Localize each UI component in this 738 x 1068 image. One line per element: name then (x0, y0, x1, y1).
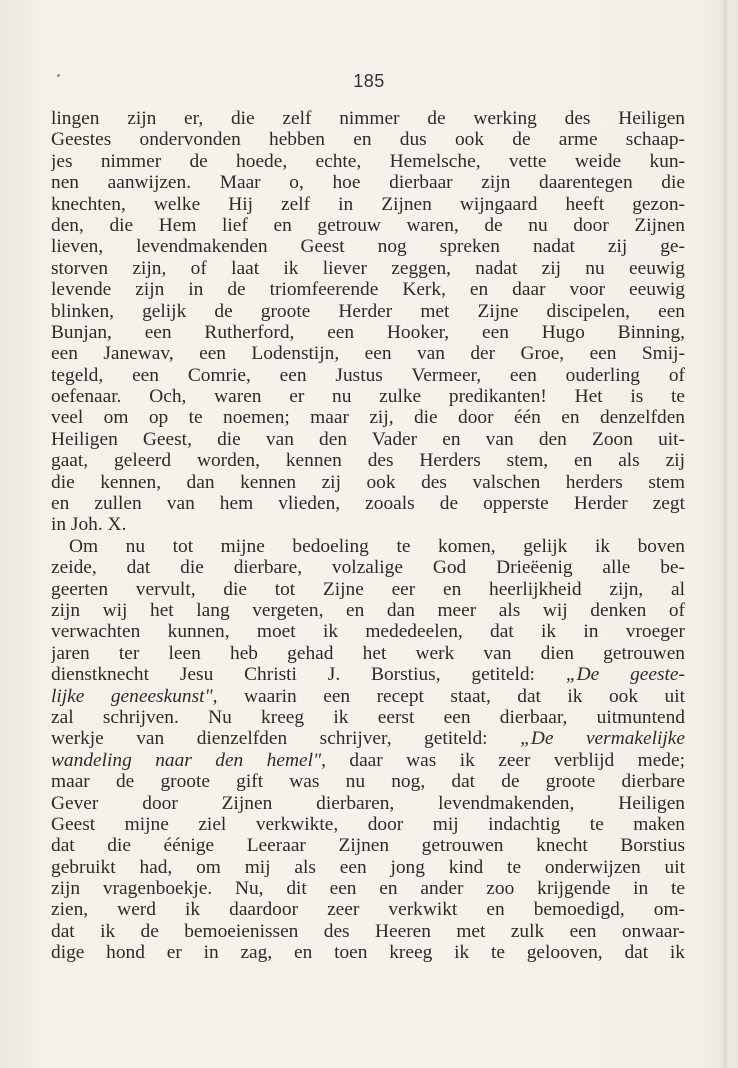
italic-title-text: lijke geneeskunst" (51, 685, 213, 707)
text-line (51, 579, 685, 600)
text-line (51, 172, 685, 193)
text-line (51, 600, 685, 621)
line-text: geerten vervult, die tot Zijne eer en heerlijkheid zijn, al (51, 578, 685, 600)
line-text: levende zijn in de triomfeerende Kerk, en daar voor eeuwig (51, 279, 685, 301)
line-text: nen aanwijzen. Maar o, hoe dierbaar zijn daarentegen die (51, 172, 685, 194)
line-text: dige hond er in zag, en toen kreeg ik te gelooven, dat ik (51, 942, 685, 964)
line-text: maar de groote gift was nu nog, dat de groote dierbare (51, 771, 685, 793)
text-line (51, 771, 685, 792)
line-text: zijn vragenboekje. Nu, dit een en ander zoo krijgende in te (51, 878, 685, 900)
line-text: Bunjan, een Rutherford, een Hooker, een Hugo Binning, (51, 321, 685, 343)
line-text: Geest mijne ziel verkwikte, door mij indachtig te maken (51, 813, 685, 835)
line-text: die kennen, dan kennen zij ook des valschen herders stem (51, 471, 685, 493)
text-line (51, 621, 685, 642)
page-edge-shadow (722, 0, 728, 1068)
text-line (51, 194, 685, 215)
line-text: blinken, gelijk de groote Herder met Zijne discipelen, een (51, 300, 685, 322)
line-text: dat die éénige Leeraar Zijnen getrouwen knecht Borstius (51, 835, 685, 857)
text-line (51, 857, 685, 878)
line-text: den, die Hem lief en getrouw waren, de nu door Zijnen (51, 214, 685, 236)
page-number: 185 (353, 71, 385, 91)
line-text: Heiligen Geest, die van den Vader en van den Zoon uit- (51, 428, 685, 450)
text-line (51, 279, 685, 300)
text-line (51, 129, 685, 150)
italic-title-text: „De geeste- (565, 664, 685, 686)
text-line (51, 750, 685, 771)
line-text: dat ik de bemoeienissen des Heeren met zulk een onwaar- (51, 920, 685, 942)
line-text: oefenaar. Och, waren er nu zulke predikanten! Het is te (51, 386, 685, 408)
text-line (51, 258, 685, 279)
text-line (51, 686, 685, 707)
text-line (51, 301, 685, 322)
line-text: storven zijn, of laat ik liever zeggen, nadat zij nu eeuwig (51, 257, 685, 279)
text-line (51, 386, 685, 407)
line-text: Gever door Zijnen dierbaren, levendmakenden, Heiligen (51, 792, 685, 814)
text-line (51, 643, 685, 664)
line-text: een Janewav, een Lodenstijn, een van der Groe, een Smij- (51, 343, 685, 365)
text-line (51, 472, 685, 493)
line-text: gaat, geleerd worden, kennen des Herders stem, en als zij (51, 450, 685, 472)
text-line (51, 878, 685, 899)
line-text: zeide, dat die dierbare, volzalige God Drieëenig alle be- (51, 557, 685, 579)
line-text: Om nu tot mijne bedoeling te komen, gelijk ik boven (69, 535, 685, 557)
text-line (51, 664, 685, 685)
line-text: jaren ter leen heb gehad het werk van dien getrouwen (51, 642, 685, 664)
line-text: knechten, welke Hij zelf in Zijnen wijngaard heeft gezon- (51, 193, 685, 215)
line-text: in Joh. X. (51, 514, 127, 536)
body-text (51, 108, 685, 964)
text-line (51, 728, 685, 749)
text-line (51, 514, 685, 535)
italic-title-text: „De vermakelijke (520, 728, 685, 750)
text-line (51, 365, 685, 386)
text-line (51, 921, 685, 942)
line-text: tegeld, een Comrie, een Justus Vermeer, een ouderling of (51, 364, 685, 386)
line-text: werkje van dienzelfden schrijver, getiteld: (51, 728, 521, 750)
text-line (51, 429, 685, 450)
italic-title-text: wandeling naar den hemel" (51, 749, 322, 771)
line-text: Geestes ondervonden hebben en dus ook de arme schaap- (51, 129, 685, 151)
text-line (51, 343, 685, 364)
text-line (51, 942, 685, 963)
line-text: zien, werd ik daardoor zeer verkwikt en bemoedigd, om- (51, 899, 685, 921)
text-line (51, 707, 685, 728)
text-line (51, 814, 685, 835)
text-line (51, 899, 685, 920)
line-text: veel om op te noemen; maar zij, die door één en denzelfden (51, 407, 685, 429)
line-text: zijn wij het lang vergeten, en dan meer als wij denken of (51, 599, 685, 621)
text-line (51, 835, 685, 856)
line-text: , daar was ik zeer verblijd mede; (321, 749, 685, 771)
line-text: lingen zijn er, die zelf nimmer de werking des Heiligen (51, 108, 685, 129)
text-line (51, 322, 685, 343)
text-line (51, 557, 685, 578)
text-line (51, 536, 685, 557)
text-line (51, 215, 685, 236)
text-line (51, 151, 685, 172)
text-line (51, 236, 685, 257)
line-text: verwachten kunnen, moet ik mededeelen, dat ik in vroeger (51, 621, 685, 643)
line-text: zal schrijven. Nu kreeg ik eerst een dierbaar, uitmuntend (51, 706, 685, 728)
text-line (51, 493, 685, 514)
line-text: dienstknecht Jesu Christi J. Borstius, getiteld: (51, 664, 566, 686)
line-text: gebruikt had, om mij als een jong kind te onderwijzen uit (51, 856, 685, 878)
text-line (51, 450, 685, 471)
text-line (51, 407, 685, 428)
line-text: en zullen van hem vlieden, zooals de opperste Herder zegt (51, 493, 685, 515)
text-line (51, 793, 685, 814)
line-text: lieven, levendmakenden Geest nog spreken nadat zij ge- (51, 236, 685, 258)
text-line (51, 108, 685, 129)
line-text: , waarin een recept staat, dat ik ook uit (212, 685, 685, 707)
line-text: jes nimmer de hoede, echte, Hemelsche, vette weide kun- (51, 150, 685, 172)
